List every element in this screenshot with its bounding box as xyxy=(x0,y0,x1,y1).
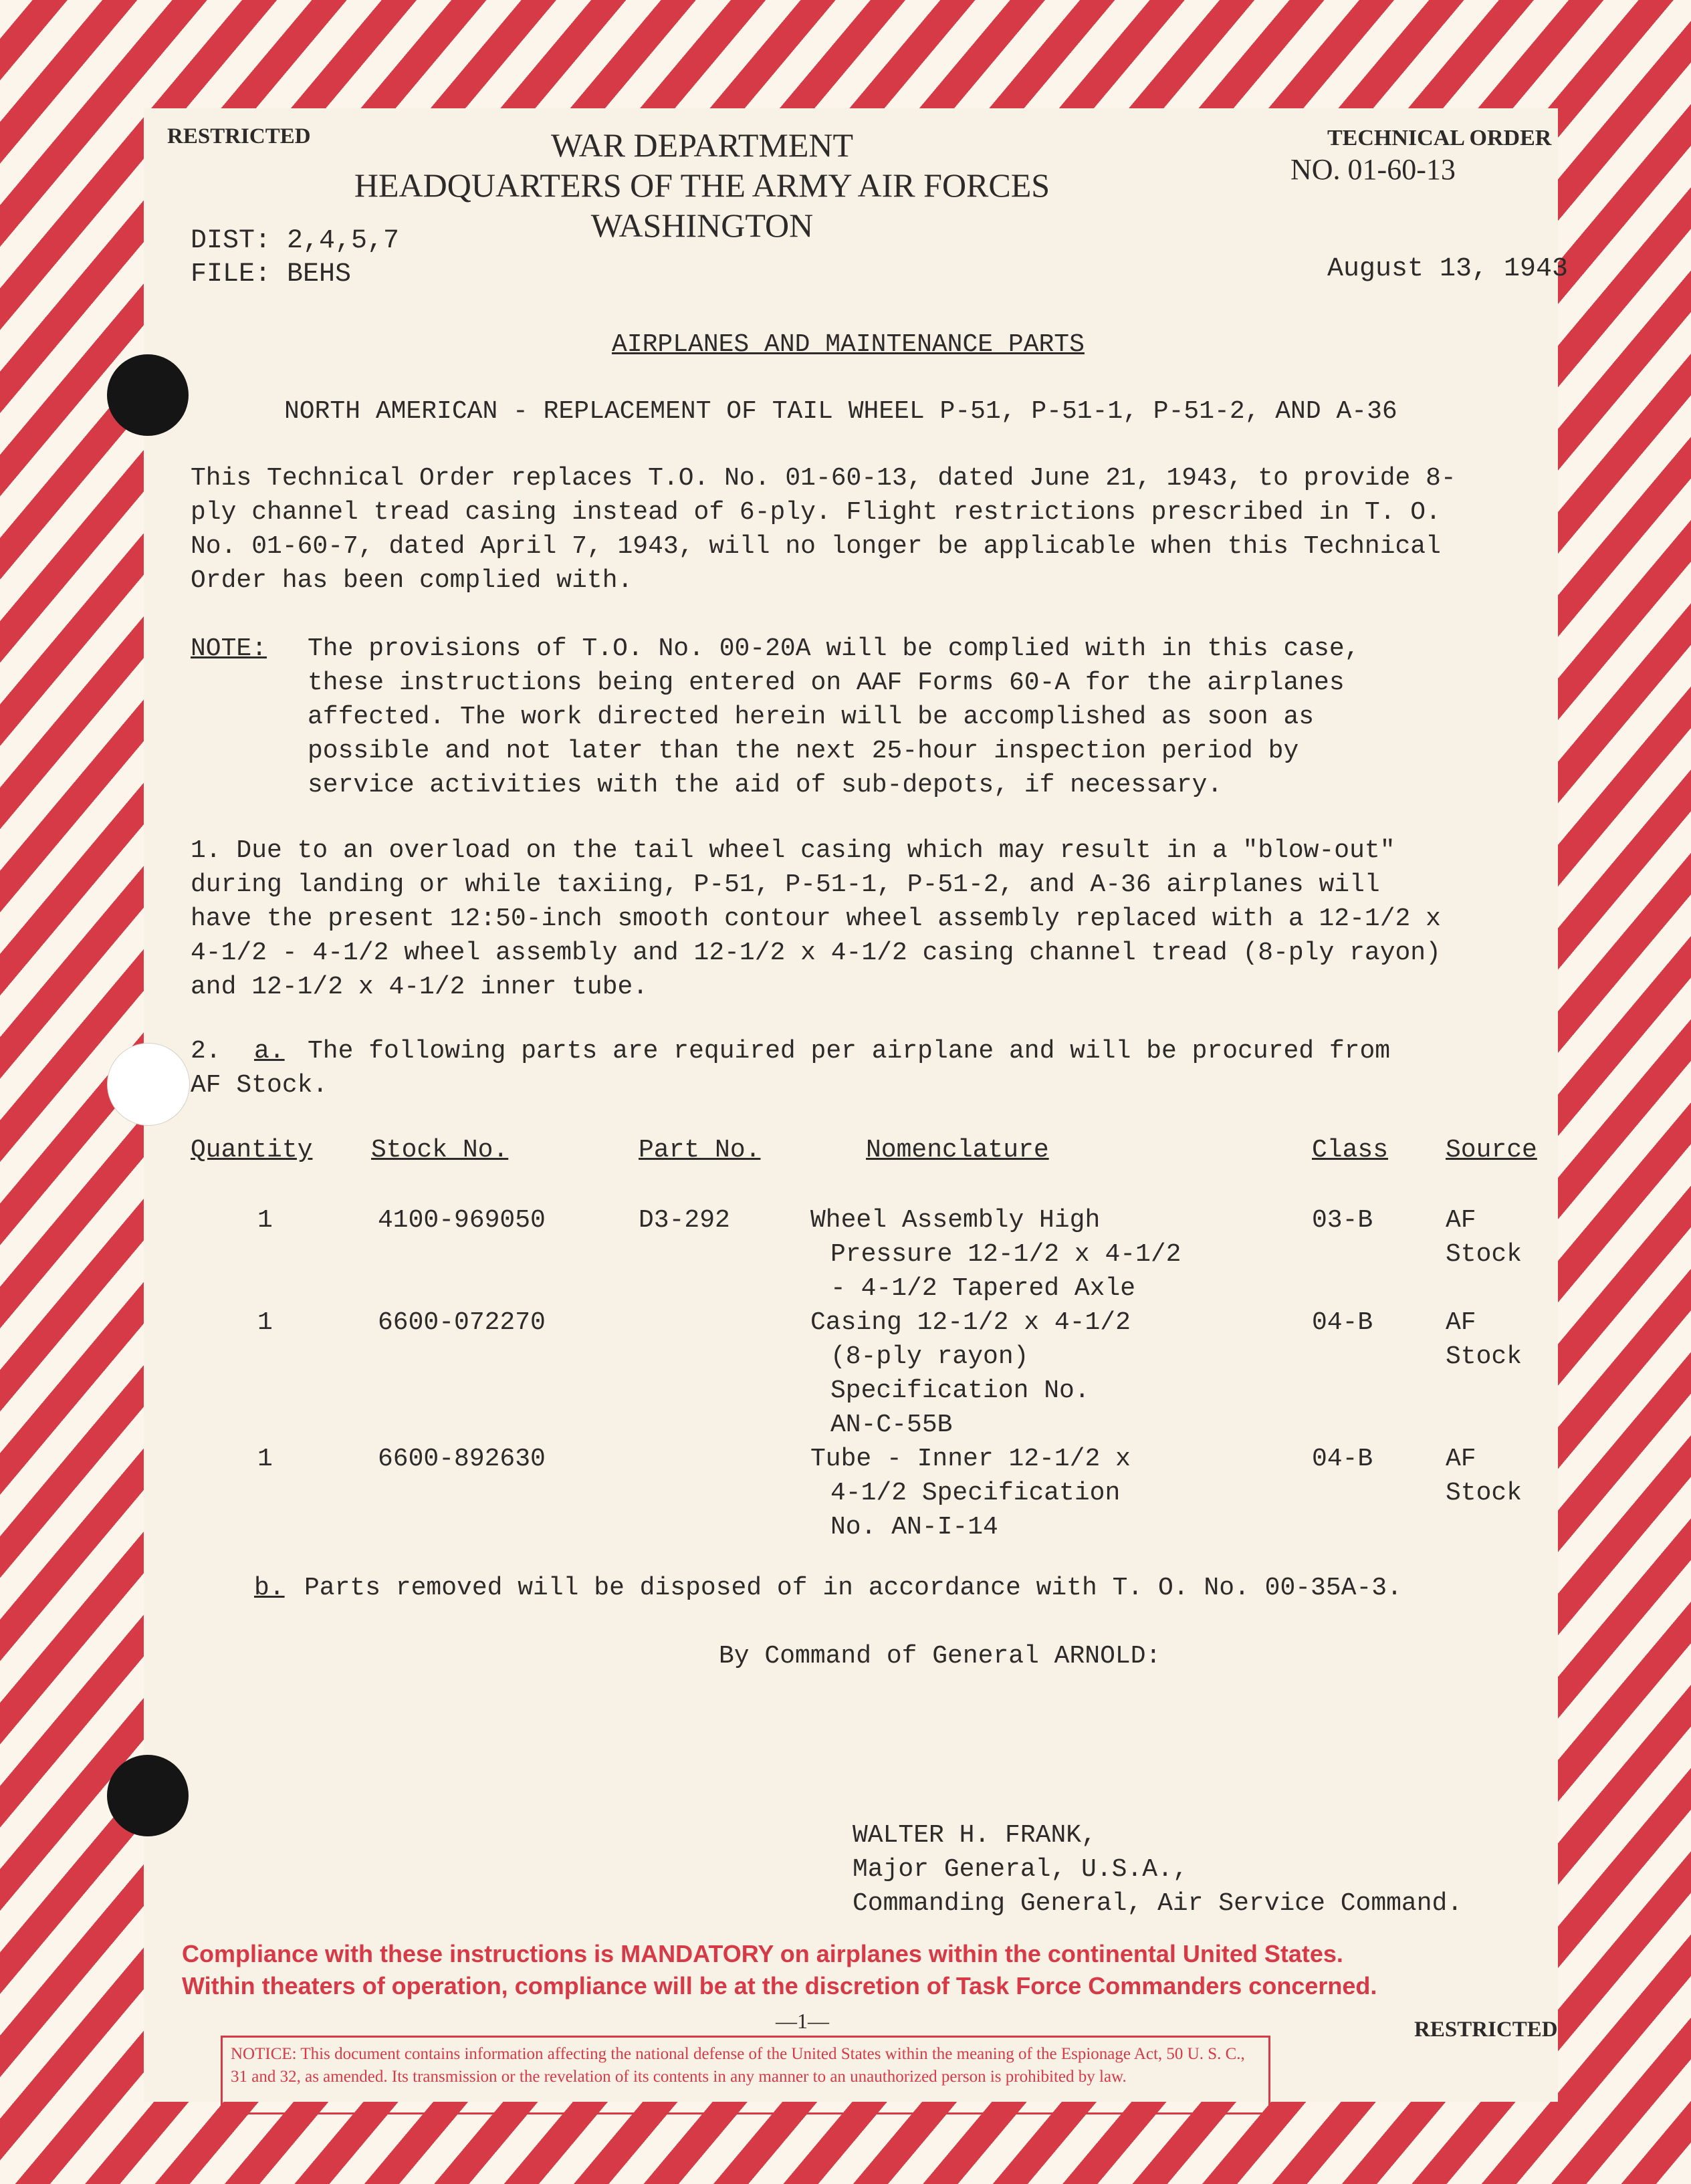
row2-source: AF Stock xyxy=(1446,1308,1523,1371)
compliance-line-1: Compliance with these instructions is MANDATORY on airplanes within the continental United States. xyxy=(182,1940,1343,1967)
file-code: FILE: BEHS xyxy=(191,259,352,289)
para2a-line-2: AF Stock. xyxy=(191,1071,328,1100)
signature-title: Commanding General, Air Service Command. xyxy=(853,1889,1463,1918)
signature-name: WALTER H. FRANK, xyxy=(853,1821,1097,1850)
row3-nom-line-2: 4-1/2 Specification xyxy=(830,1479,1121,1507)
para2a-label: a. xyxy=(254,1037,285,1066)
row3-class: 04-B xyxy=(1312,1445,1373,1473)
row2-nom-line-4: AN-C-55B xyxy=(830,1411,953,1439)
para2a-line-1: The following parts are required per airplane and will be procured from xyxy=(308,1037,1391,1066)
row3-source: AF Stock xyxy=(1446,1445,1523,1507)
header-hq-army-air-forces: HEADQUARTERS OF THE ARMY AIR FORCES xyxy=(354,166,1050,204)
para1-line-3: have the present 12:50-inch smooth contour wheel assembly replaced with a 12-1/2 x xyxy=(191,904,1441,933)
row1-stock-no: 4100-969050 xyxy=(378,1206,546,1235)
intro-line-1: This Technical Order replaces T.O. No. 01-60-13, dated June 21, 1943, to provide 8- xyxy=(191,464,1456,493)
row2-class: 04-B xyxy=(1312,1308,1373,1337)
col-source: Source xyxy=(1446,1136,1537,1165)
technical-order-label: TECHNICAL ORDER xyxy=(1327,126,1552,150)
row1-class: 03-B xyxy=(1312,1206,1373,1235)
header-washington: WASHINGTON xyxy=(590,207,814,244)
para1-line-1: 1. Due to an overload on the tail wheel casing which may result in a "blow-out" xyxy=(191,836,1395,865)
binder-hole-bottom xyxy=(107,1755,189,1836)
col-nomenclature: Nomenclature xyxy=(866,1136,1049,1165)
para1-line-4: 4-1/2 - 4-1/2 wheel assembly and 12-1/2 x 4-1/2 casing channel tread (8-ply rayon) xyxy=(191,939,1441,967)
table-row xyxy=(191,1203,1558,1306)
binder-hole-middle xyxy=(107,1043,190,1126)
col-class: Class xyxy=(1312,1136,1389,1165)
intro-line-4: Order has been complied with. xyxy=(191,566,633,595)
col-part-no: Part No. xyxy=(639,1136,761,1165)
intro-line-2: ply channel tread casing instead of 6-ply. Flight restrictions prescribed in T. O. xyxy=(191,498,1441,527)
signature-rank: Major General, U.S.A., xyxy=(853,1855,1188,1884)
security-notice: NOTICE: This document contains information affecting the national defense of the United States within the meaning of the Espionage Act, 50 U. S. C., 31 and 32, as amended. Its transmission or the revelation of its contents in any manner to an unauthorized person is prohibited by law. xyxy=(221,2036,1270,2114)
compliance-line-2: Within theaters of operation, compliance will be at the discretion of Task Force Commanders concerned. xyxy=(182,1972,1377,1999)
row2-quantity: 1 xyxy=(257,1308,273,1337)
note-line-3: affected. The work directed herein will be accomplished as soon as xyxy=(308,703,1315,731)
command-line: By Command of General ARNOLD: xyxy=(719,1642,1161,1671)
note-label: NOTE: xyxy=(191,634,267,663)
row3-stock-no: 6600-892630 xyxy=(378,1445,546,1473)
restricted-label-bottom: RESTRICTED xyxy=(1414,2018,1558,2042)
row1-nom-line-2: Pressure 12-1/2 x 4-1/2 xyxy=(830,1240,1181,1269)
para1-line-5: and 12-1/2 x 4-1/2 inner tube. xyxy=(191,973,649,1001)
para1-line-2: during landing or while taxiing, P-51, P-51-1, P-51-2, and A-36 airplanes will xyxy=(191,870,1380,899)
row3-nom-line-3: No. AN-I-14 xyxy=(830,1513,998,1542)
binder-hole-top xyxy=(107,354,189,436)
document-date: August 13, 1943 xyxy=(1327,254,1569,284)
note-line-2: these instructions being entered on AAF Forms 60-A for the airplanes xyxy=(308,669,1345,697)
note-line-1: The provisions of T.O. No. 00-20A will be complied with in this case, xyxy=(308,634,1360,663)
col-stock-no: Stock No. xyxy=(371,1136,509,1165)
row1-quantity: 1 xyxy=(257,1206,273,1235)
distribution: DIST: 2,4,5,7 xyxy=(191,226,400,256)
row1-part-no: D3-292 xyxy=(639,1206,730,1235)
header-war-department: WAR DEPARTMENT xyxy=(550,126,854,164)
table-row xyxy=(191,1306,1558,1442)
row1-nom-line-3: - 4-1/2 Tapered Axle xyxy=(830,1274,1136,1303)
technical-order-number: NO. 01-60-13 xyxy=(1290,153,1456,186)
row1-source: AF Stock xyxy=(1446,1206,1523,1269)
row2-nom-line-2: (8-ply rayon) xyxy=(830,1342,1029,1371)
para2b-text: Parts removed will be disposed of in accordance with T. O. No. 00-35A-3. xyxy=(304,1574,1402,1602)
para2b-label: b. xyxy=(254,1574,285,1602)
row2-nom-line-3: Specification No. xyxy=(830,1376,1090,1405)
parts-table xyxy=(191,1133,1558,1549)
row3-nom-line-1: Tube - Inner 12-1/2 x xyxy=(810,1445,1131,1473)
para2-number: 2. xyxy=(191,1037,221,1066)
note-line-4: possible and not later than the next 25-hour inspection period by xyxy=(308,737,1299,765)
note-line-5: service activities with the aid of sub-depots, if necessary. xyxy=(308,771,1223,800)
page-number: —1— xyxy=(776,2009,829,2033)
row3-quantity: 1 xyxy=(257,1445,273,1473)
col-quantity: Quantity xyxy=(191,1136,313,1165)
row2-nom-line-1: Casing 12-1/2 x 4-1/2 xyxy=(810,1308,1131,1337)
intro-line-3: No. 01-60-7, dated April 7, 1943, will no longer be applicable when this Technical xyxy=(191,532,1441,561)
restricted-label-top: RESTRICTED xyxy=(167,124,311,148)
table-row xyxy=(191,1442,1558,1549)
row2-stock-no: 6600-072270 xyxy=(378,1308,546,1337)
section-title: AIRPLANES AND MAINTENANCE PARTS xyxy=(612,330,1085,359)
subject-title: NORTH AMERICAN - REPLACEMENT OF TAIL WHEEL P-51, P-51-1, P-51-2, AND A-36 xyxy=(284,397,1397,426)
row1-nom-line-1: Wheel Assembly High xyxy=(810,1206,1101,1235)
